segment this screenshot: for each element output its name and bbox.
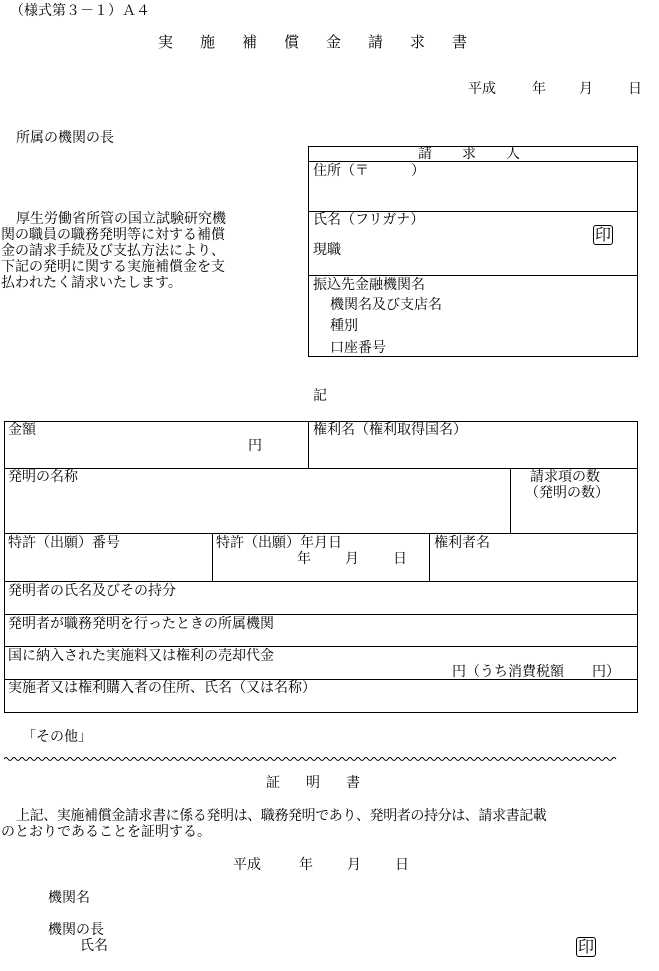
claimant-position-field[interactable]: 現職 <box>313 242 341 258</box>
bank-name-field[interactable]: 機関名及び支店名 <box>330 297 442 313</box>
affiliation-label: 発明者が職務発明を行ったときの所属機関 <box>8 616 274 632</box>
claimant-name-field[interactable]: 氏名（フリガナ） <box>313 212 425 228</box>
request-line: 払われたく請求いたします。 <box>1 275 182 291</box>
amount-unit: 円 <box>248 438 262 454</box>
request-line: 下記の発明に関する実施補償金を支 <box>1 259 225 275</box>
right-name-label: 権利名（権利取得国名） <box>313 422 467 438</box>
divider <box>4 614 638 615</box>
ki-label: 記 <box>313 388 327 404</box>
divider <box>212 533 213 581</box>
bank-heading: 振込先金融機関名 <box>313 277 425 293</box>
divider <box>429 533 430 581</box>
date-month: 月 <box>347 857 361 873</box>
page-title: 実施補償金請求書 <box>158 33 495 51</box>
claims-count-sub-label: （発明の数） <box>525 485 609 501</box>
divider <box>4 533 638 534</box>
certificate-text-line: のとおりであることを証明する。 <box>1 824 211 840</box>
claimant-seal-icon: 印 <box>595 225 612 244</box>
claimant-address-field[interactable]: 住所（〒 ） <box>313 163 425 179</box>
addressee: 所属の機関の長 <box>16 130 114 146</box>
wavy-separator <box>4 754 638 764</box>
other-label: 「その他」 <box>22 729 92 745</box>
claimant-heading: 請求人 <box>418 146 550 162</box>
patent-date-label: 特許（出願）年月日 <box>216 535 342 551</box>
certificate-text-line: 上記、実施補償金請求書に係る発明は、職務発明であり、発明者の持分は、請求書記載 <box>16 808 547 824</box>
account-number-field[interactable]: 口座番号 <box>330 340 386 356</box>
date-era: 平成 <box>468 81 496 97</box>
inventors-label: 発明者の氏名及びその持分 <box>8 583 176 599</box>
divider <box>4 646 638 647</box>
request-line: 厚生労働省所管の国立試験研究機 <box>16 211 226 227</box>
head-name-field[interactable]: 氏名 <box>80 938 108 954</box>
date-day: 日 <box>628 81 642 97</box>
institution-head-label: 機関の長 <box>48 922 104 938</box>
certificate-seal-icon: 印 <box>578 937 595 956</box>
form-code: （様式第３－１）Ａ４ <box>10 3 150 19</box>
request-line: 金の請求手続及び支払方法により、 <box>1 243 225 259</box>
institution-field[interactable]: 機関名 <box>48 890 90 906</box>
certificate-title: 証明書 <box>266 775 386 791</box>
divider <box>510 468 511 533</box>
right-holder-label: 権利者名 <box>434 535 490 551</box>
divider <box>308 421 309 468</box>
claims-count-label: 請求項の数 <box>530 469 600 485</box>
date-era: 平成 <box>233 857 261 873</box>
divider <box>4 581 638 582</box>
patent-date-fields: 年 月 日 <box>297 551 409 567</box>
request-line: 関の職員の職務発明等に対する補償 <box>1 227 225 243</box>
royalty-unit: 円（うち消費税額 円） <box>452 664 620 680</box>
date-month: 月 <box>579 81 593 97</box>
invention-name-label: 発明の名称 <box>8 469 78 485</box>
licensee-label: 実施者又は権利購入者の住所、氏名（又は名称） <box>8 680 316 696</box>
royalty-label: 国に納入された実施料又は権利の売却代金 <box>8 648 274 664</box>
divider <box>308 275 638 276</box>
patent-number-label: 特許（出願）番号 <box>8 535 120 551</box>
date-year: 年 <box>532 81 546 97</box>
date-day: 日 <box>395 857 409 873</box>
date-year: 年 <box>299 857 313 873</box>
amount-label: 金額 <box>8 422 36 438</box>
account-type-field[interactable]: 種別 <box>330 318 358 334</box>
